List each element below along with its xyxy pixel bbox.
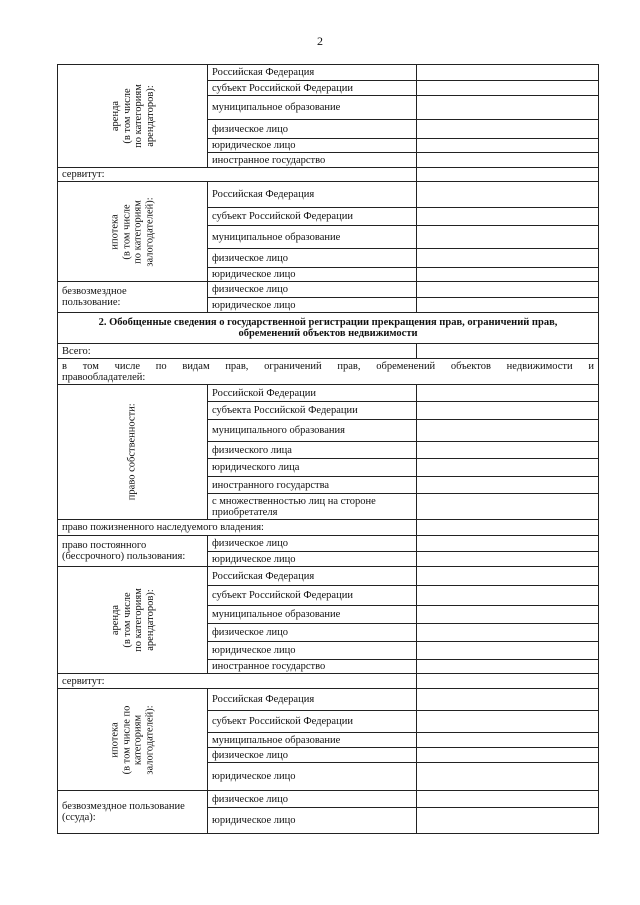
value-cell[interactable] [417,763,599,791]
value-cell[interactable] [417,65,599,81]
value-cell[interactable] [417,153,599,168]
postoyan-label: право постоянного (бессрочного) пользования: [58,536,208,567]
registration-form-table [57,64,599,834]
value-cell[interactable] [417,96,599,120]
row-label: субъект Российской Федерации [208,711,417,733]
row-label: юридическое лицо [208,808,417,834]
value-cell[interactable] [417,586,599,606]
value-cell[interactable] [417,81,599,96]
row-label: юридическое лицо [208,139,417,153]
servitut-2-label: сервитут: [58,674,417,689]
row-label: физическое лицо [208,791,417,808]
value-cell[interactable] [417,459,599,477]
value-cell[interactable] [417,748,599,763]
row-label: муниципальное образование [208,606,417,624]
value-cell[interactable] [417,642,599,660]
row-label: муниципальное образование [208,226,417,249]
row-label: физического лица [208,442,417,459]
value-cell[interactable] [417,120,599,139]
value-cell[interactable] [417,624,599,642]
ipoteka-label: ипотека (в том числе по категориям залогодателей): [58,182,208,282]
row-label: физическое лицо [208,536,417,552]
bezvozm-label: безвозмездное пользование: [58,282,208,313]
arenda-2-label: аренда (в том числе по категориям арендаторов): [58,567,208,674]
value-cell[interactable] [417,249,599,268]
row-label: физическое лицо [208,282,417,298]
value-cell[interactable] [417,420,599,442]
row-label: юридического лица [208,459,417,477]
v-tom-chisle-line-1: в том числе по видам прав, ограничений прав, обременений объектов недвижимости и [62,360,594,372]
value-cell[interactable] [417,298,599,313]
row-label: юридическое лицо [208,552,417,567]
value-cell[interactable] [417,268,599,282]
row-label: юридическое лицо [208,298,417,313]
value-cell[interactable] [417,791,599,808]
row-label: иностранного государства [208,477,417,494]
servitut-label: сервитут: [58,168,417,182]
row-label: Российской Федерации [208,385,417,402]
arenda-label: аренда (в том числе по категориям арендаторов): [58,65,208,168]
row-label: Российская Федерация [208,182,417,208]
row-label: физическое лицо [208,120,417,139]
row-label: субъект Российской Федерации [208,586,417,606]
row-label: физическое лицо [208,748,417,763]
page-number: 2 [317,34,323,48]
value-cell[interactable] [417,536,599,552]
value-cell[interactable] [417,660,599,674]
ipoteka-2-label: ипотека (в том числе по категориям залогодателей): [58,689,208,791]
value-cell[interactable] [417,282,599,298]
value-cell[interactable] [417,344,599,359]
value-cell[interactable] [417,552,599,567]
value-cell[interactable] [417,733,599,748]
row-label: Российская Федерация [208,567,417,586]
v-tom-chisle-line-2: правообладателей: [62,371,146,383]
value-cell[interactable] [417,226,599,249]
v-tom-chisle-label [58,359,599,385]
value-cell[interactable] [417,520,599,536]
row-label: субъекта Российской Федерации [208,402,417,420]
row-label: иностранное государство [208,153,417,168]
row-label: юридическое лицо [208,642,417,660]
vsego-label: Всего: [58,344,417,359]
value-cell[interactable] [417,606,599,624]
row-label: муниципального образования [208,420,417,442]
value-cell[interactable] [417,808,599,834]
row-label: юридическое лицо [208,268,417,282]
row-label: юридическое лицо [208,763,417,791]
row-label: физическое лицо [208,249,417,268]
value-cell[interactable] [417,477,599,494]
section-2-heading: 2. Обобщенные сведения о государственной регистрации прекращения прав, ограничений прав, обременений объектов недвижимости [58,313,599,344]
value-cell[interactable] [417,208,599,226]
bezvozm-2-label: безвозмездное пользование (ссуда): [58,791,208,834]
value-cell[interactable] [417,689,599,711]
value-cell[interactable] [417,494,599,520]
value-cell[interactable] [417,182,599,208]
value-cell[interactable] [417,402,599,420]
value-cell[interactable] [417,711,599,733]
row-label: иностранное государство [208,660,417,674]
row-label: муниципальное образование [208,96,417,120]
value-cell[interactable] [417,674,599,689]
row-label: муниципальное образование [208,733,417,748]
value-cell[interactable] [417,139,599,153]
row-label: субъект Российской Федерации [208,81,417,96]
pozhiz-label: право пожизненного наследуемого владения: [58,520,417,536]
row-label: Российская Федерация [208,65,417,81]
row-label: Российская Федерация [208,689,417,711]
value-cell[interactable] [417,567,599,586]
value-cell[interactable] [417,168,599,182]
row-label: с множественностью лиц на стороне приобретателя [208,494,417,520]
value-cell[interactable] [417,385,599,402]
row-label: субъект Российской Федерации [208,208,417,226]
pravo-sobstv-label: право собственности: [58,385,208,520]
row-label: физическое лицо [208,624,417,642]
value-cell[interactable] [417,442,599,459]
